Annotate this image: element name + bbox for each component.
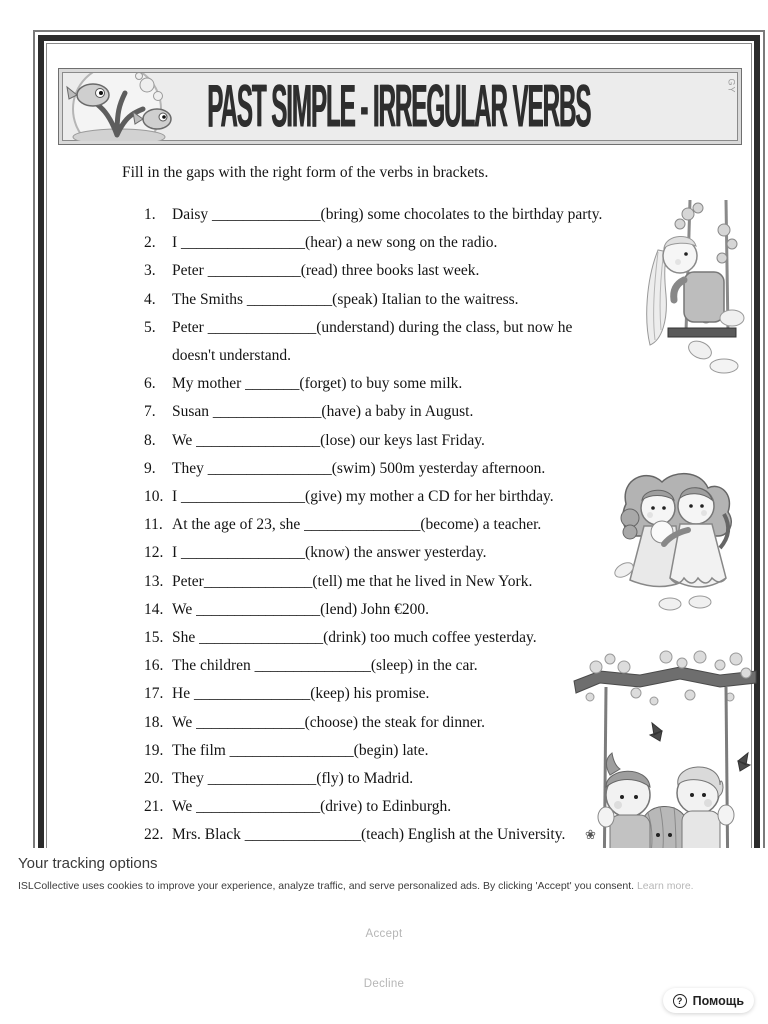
learn-more-link[interactable]: Learn more.	[636, 880, 694, 892]
title-banner	[58, 68, 742, 145]
item-number: 16.	[144, 657, 164, 675]
exercise-item-continuation: doesn't understand.	[172, 347, 292, 365]
decline-button[interactable]: Decline	[363, 978, 405, 990]
item-text: My mother _______(forget) to buy some milk.	[172, 375, 463, 393]
item-text: Mrs. Black _______________(teach) English at the University.	[172, 826, 566, 844]
item-text: I ________________(give) my mother a CD for her birthday.	[172, 488, 554, 506]
exercise-item	[144, 314, 689, 370]
exercise-item	[144, 257, 689, 285]
item-text: We ________________(lose) our keys last Friday.	[172, 431, 485, 449]
cookie-banner-description	[18, 880, 758, 892]
item-text: Peter ____________(read) three books last week.	[172, 262, 480, 280]
exercise-item	[144, 398, 689, 426]
item-text: The children _______________(sleep) in the car.	[172, 657, 478, 675]
item-text: We ________________(lend) John €200.	[172, 600, 430, 618]
item-text: They ______________(fly) to Madrid.	[172, 770, 414, 788]
item-number: 2.	[144, 234, 156, 252]
aquarium-fish-image	[59, 73, 207, 141]
item-text: She ________________(drink) too much coffee yesterday.	[172, 629, 537, 647]
flower-icon: ❀	[585, 827, 596, 842]
item-text: At the age of 23, she _______________(become) a teacher.	[172, 516, 542, 534]
question-mark-icon: ?	[673, 994, 687, 1008]
help-button[interactable]	[663, 988, 754, 1013]
item-text: I ________________(know) the answer yesterday.	[172, 544, 487, 562]
item-text: Susan ______________(have) a baby in August.	[172, 403, 474, 421]
cookie-description-text: ISLCollective uses cookies to improve your experience, analyze traffic, and serve personalized ads. By clicking 'Accept' you consent.	[18, 880, 635, 892]
exercise-item	[144, 286, 689, 314]
item-text: We ________________(drive) to Edinburgh.	[172, 798, 452, 816]
children-on-swing-image	[570, 645, 762, 848]
item-text: The Smiths ___________(speak) Italian to the waitress.	[172, 290, 519, 308]
exercise-item	[144, 427, 689, 455]
item-number: 11.	[144, 516, 163, 534]
help-button-label: Помощь	[692, 993, 744, 1008]
item-number: 14.	[144, 600, 164, 618]
item-number: 22.	[144, 826, 164, 844]
corner-mark: GY	[726, 78, 737, 94]
item-text: We ______________(choose) the steak for dinner.	[172, 713, 485, 731]
instruction-text: Fill in the gaps with the right form of the verbs in brackets.	[122, 164, 489, 181]
item-number: 18.	[144, 713, 164, 731]
item-number: 20.	[144, 770, 164, 788]
item-text: Peter ______________(understand) during the class, but now he doesn't understand.	[172, 314, 689, 370]
item-number: 15.	[144, 629, 164, 647]
worksheet-title: PAST SIMPLE - IRREGULAR VERBS	[207, 72, 591, 140]
cookie-banner	[0, 848, 768, 1024]
item-text: I ________________(hear) a new song on the radio.	[172, 234, 498, 252]
item-number: 1.	[144, 206, 156, 223]
item-number: 6.	[144, 375, 156, 393]
two-girls-hugging-image	[596, 452, 756, 617]
item-number: 12.	[144, 544, 164, 562]
item-text: They ________________(swim) 500m yesterday afternoon.	[172, 459, 546, 477]
item-text: Daisy ______________(bring) some chocolates to the birthday party.	[172, 206, 603, 223]
item-number: 7.	[144, 403, 156, 421]
item-number: 3.	[144, 262, 156, 280]
item-number: 21.	[144, 798, 164, 816]
item-number: 10.	[144, 488, 164, 506]
girl-on-swing-image	[628, 200, 756, 375]
item-number: 8.	[144, 431, 156, 449]
page-content	[47, 44, 751, 848]
worksheet-page	[33, 30, 765, 848]
accept-button[interactable]: Accept	[365, 928, 403, 940]
item-text: The film ________________(begin) late.	[172, 741, 429, 759]
exercise-item	[144, 229, 689, 257]
item-number: 19.	[144, 741, 164, 759]
exercise-item	[144, 370, 689, 398]
exercise-item	[144, 201, 689, 229]
item-number: 13.	[144, 572, 164, 590]
item-number: 17.	[144, 685, 164, 703]
page-frame-inner	[46, 43, 752, 848]
item-number: 4.	[144, 290, 156, 308]
item-text: Peter______________(tell) me that he lived in New York.	[172, 572, 533, 590]
item-number: 5.	[144, 318, 156, 336]
cookie-banner-title: Your tracking options	[18, 855, 158, 872]
page-frame-outer	[38, 35, 760, 848]
item-text: He _______________(keep) his promise.	[172, 685, 430, 703]
item-number: 9.	[144, 459, 156, 477]
